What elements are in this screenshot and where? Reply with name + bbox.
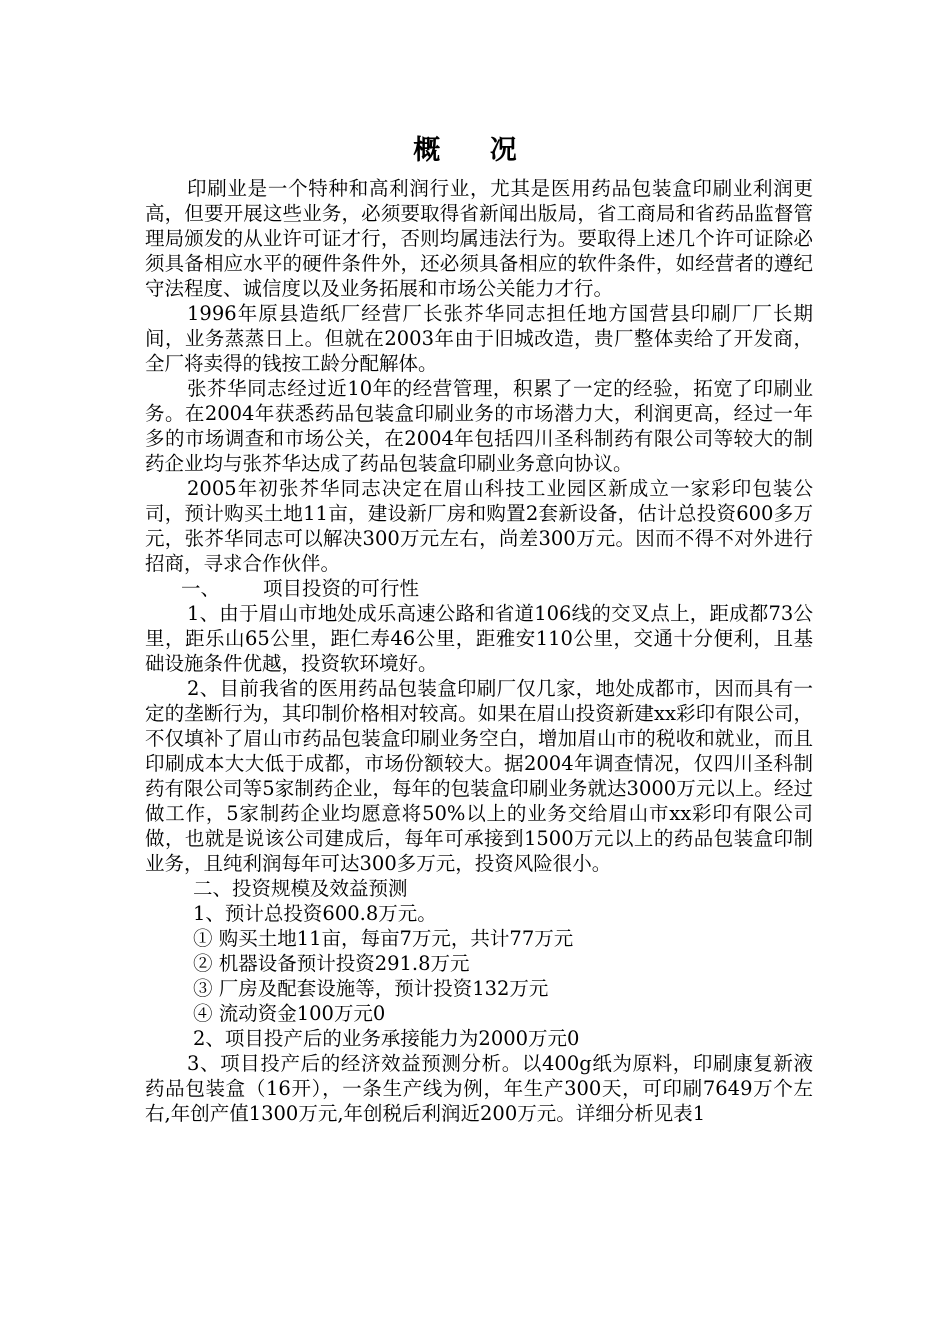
paragraph-market: 2、目前我省的医用药品包装盒印刷厂仅几家，地处成都市，因而具有一定的垄断行为，其印制价格相对较高。如果在眉山投资新建xx彩印有限公司，不仅填补了眉山市药品包装盒印刷业务空白，增加眉山市的税收和就业，而且印刷成本大大低于成都，市场份额较大。据2004年调查情况，仅四川圣科制药有限公司等5家制药企业，每年的包装盒印刷业务就达3000万元以上。经过做工作，5家制药企业均愿意将50%以上的业务交给眉山市xx彩印有限公司做，也就是说该公司建成后，每年可承接到1500万元以上的药品包装盒印制业务，且纯利润每年可达300多万元，投资风险很小。	[145, 677, 813, 875]
list-item: 1、预计总投资600.8万元。	[193, 902, 437, 925]
paragraph-experience: 张芥华同志经过近10年的经营管理，积累了一定的经验，拓宽了印刷业务。在2004年获悉药品包装盒印刷业务的市场潜力大，利润更高，经过一年多的市场调查和市场公关，在2004年包括四川圣科制药有限公司等较大的制药企业均与张芥华达成了药品包装盒印刷业务意向协议。	[145, 377, 813, 475]
paragraph-history: 1996年原县造纸厂经营厂长张芥华同志担任地方国营县印刷厂厂长期间，业务蒸蒸日上。但就在2003年由于旧城改造，贵厂整体卖给了开发商，全厂将卖得的钱按工龄分配解体。	[145, 302, 813, 375]
paragraph-plan: 2005年初张芥华同志决定在眉山科技工业园区新成立一家彩印包装公司，预计购买土地11亩，建设新厂房和购置2套新设备，估计总投资600多万元，张芥华同志可以解决300万元左右，尚差300万元。因而不得不对外进行招商，寻求合作伙伴。	[145, 477, 813, 575]
paragraph-location: 1、由于眉山市地处成乐高速公路和省道106线的交叉点上，距成都73公里，距乐山65公里，距仁寿46公里，距雅安110公里，交通十分便利，且基础设施条件优越，投资软环境好。	[145, 602, 813, 675]
page-title: 概 况	[413, 135, 537, 166]
document-body	[145, 176, 813, 1126]
section-number: 一、	[181, 577, 221, 600]
list-item: 2、项目投产后的业务承接能力为2000万元0	[193, 1027, 580, 1050]
list-item: ③ 厂房及配套设施等，预计投资132万元	[193, 977, 549, 1000]
section-heading-feasibility	[145, 576, 813, 601]
section-label: 项目投资的可行性	[263, 577, 420, 600]
section-heading-investment: 二、投资规模及效益预测	[193, 877, 408, 900]
list-item: ① 购买土地11亩，每亩7万元，共计77万元	[193, 927, 574, 950]
list-item: ② 机器设备预计投资291.8万元	[193, 952, 470, 975]
list-item: ④ 流动资金100万元0	[193, 1002, 386, 1025]
paragraph-benefit: 3、项目投产后的经济效益预测分析。以400g纸为原料，印刷康复新液药品包装盒（16开），一条生产线为例，年生产300天，可印刷7649万个左右,年创产值1300万元,年创税后利润近200万元。详细分析见表1	[145, 1052, 813, 1125]
paragraph-intro: 印刷业是一个特种和高利润行业，尤其是医用药品包装盒印刷业利润更高，但要开展这些业务，必须要取得省新闻出版局，省工商局和省药品监督管理局颁发的从业许可证才行，否则均属违法行为。要取得上述几个许可证除必须具备相应水平的硬件条件外，还必须具备相应的软件条件，如经营者的遵纪守法程度、诚信度以及业务拓展和市场公关能力才行。	[145, 177, 813, 300]
